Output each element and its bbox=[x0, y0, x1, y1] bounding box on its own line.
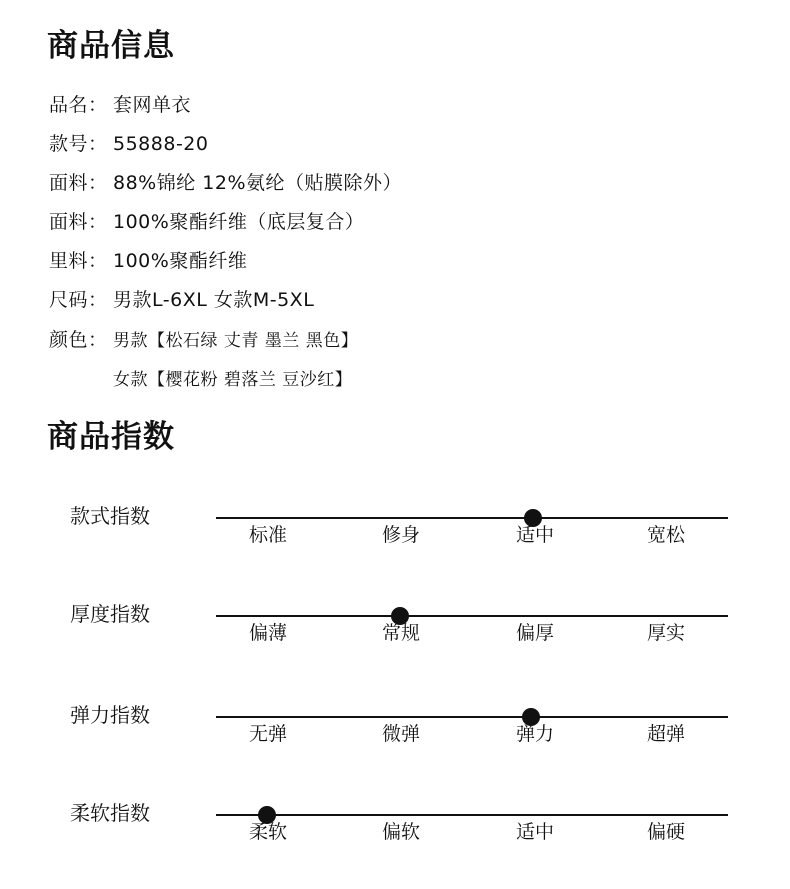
info-label: 面料： bbox=[49, 211, 108, 233]
index-option: 微弹 bbox=[381, 723, 421, 745]
index-track bbox=[216, 716, 728, 718]
index-option: 无弹 bbox=[248, 723, 288, 745]
info-row-colors bbox=[49, 331, 358, 350]
index-option: 修身 bbox=[381, 524, 421, 546]
index-option: 适中 bbox=[515, 524, 555, 546]
info-row-lining bbox=[49, 252, 247, 271]
index-option: 偏硬 bbox=[646, 821, 686, 843]
info-value: 女款【樱花粉 碧落兰 豆沙红】 bbox=[113, 370, 353, 390]
index-option: 厚实 bbox=[646, 622, 686, 644]
info-label: 面料： bbox=[49, 172, 108, 194]
index-track bbox=[216, 814, 728, 816]
style-index-scale bbox=[0, 506, 790, 586]
info-value: 55888-20 bbox=[113, 133, 209, 155]
index-option: 柔软 bbox=[248, 821, 288, 843]
index-option: 弹力 bbox=[515, 723, 555, 745]
info-value: 100%聚酯纤维（底层复合） bbox=[113, 211, 365, 233]
index-option: 偏软 bbox=[381, 821, 421, 843]
elasticity-index-scale bbox=[0, 705, 790, 785]
softness-index-scale bbox=[0, 803, 790, 883]
info-row-sizes bbox=[49, 291, 314, 310]
info-row-fabric-outer bbox=[49, 174, 402, 193]
info-row-fabric-base bbox=[49, 213, 364, 232]
info-label: 颜色： bbox=[49, 329, 108, 351]
info-row-colors-women bbox=[113, 370, 352, 389]
index-label: 柔软指数 bbox=[70, 801, 150, 825]
info-value: 男款【松石绿 丈青 墨兰 黑色】 bbox=[113, 331, 359, 351]
product-info-title: 商品信息 bbox=[47, 28, 175, 64]
index-track bbox=[216, 517, 728, 519]
thickness-index-scale bbox=[0, 604, 790, 684]
info-row-style-number bbox=[49, 135, 208, 154]
info-value: 100%聚酯纤维 bbox=[113, 250, 248, 272]
index-option: 适中 bbox=[515, 821, 555, 843]
index-option: 偏厚 bbox=[515, 622, 555, 644]
index-label: 厚度指数 bbox=[70, 602, 150, 626]
index-option: 标准 bbox=[248, 524, 288, 546]
index-option: 常规 bbox=[381, 622, 421, 644]
info-value: 88%锦纶 12%氨纶（贴膜除外） bbox=[113, 172, 403, 194]
info-value: 男款L-6XL 女款M-5XL bbox=[113, 289, 315, 311]
info-label: 款号： bbox=[49, 133, 108, 155]
index-option: 偏薄 bbox=[248, 622, 288, 644]
info-label: 尺码： bbox=[49, 289, 108, 311]
index-option: 超弹 bbox=[646, 723, 686, 745]
info-label: 品名： bbox=[49, 94, 108, 116]
info-row-name bbox=[49, 96, 191, 115]
index-label: 款式指数 bbox=[70, 504, 150, 528]
info-value: 套网单衣 bbox=[113, 94, 192, 116]
info-label: 里料： bbox=[49, 250, 108, 272]
index-track bbox=[216, 615, 728, 617]
product-index-title: 商品指数 bbox=[47, 419, 175, 455]
index-label: 弹力指数 bbox=[70, 703, 150, 727]
index-option: 宽松 bbox=[646, 524, 686, 546]
